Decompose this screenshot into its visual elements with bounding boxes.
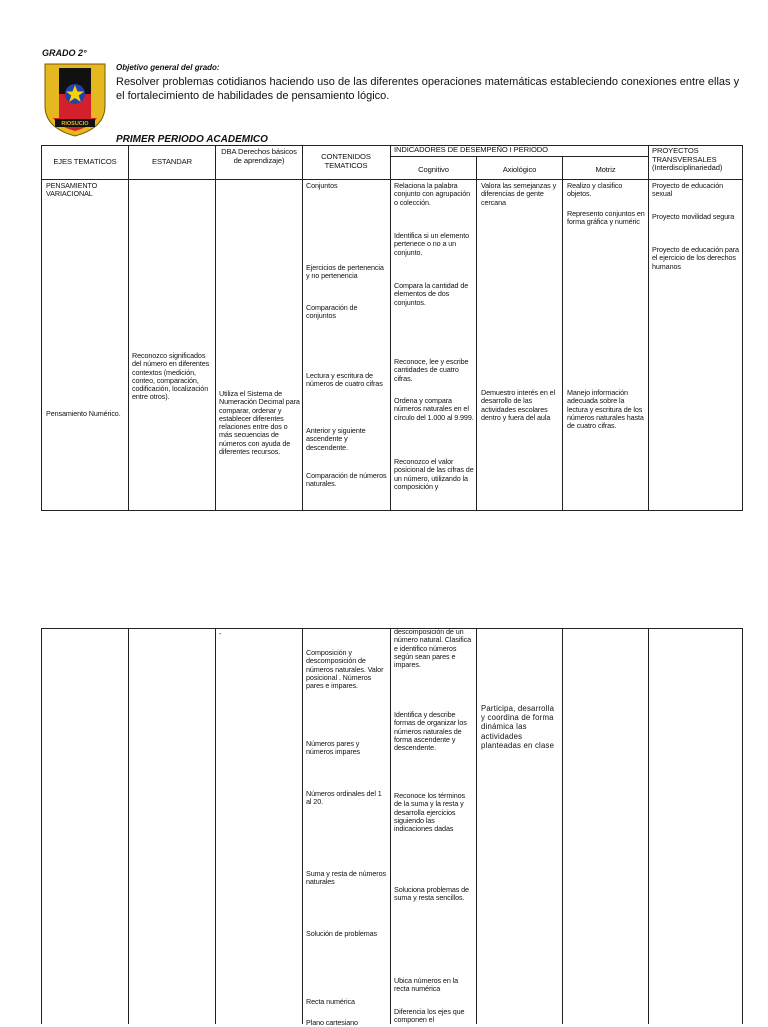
cognitivo-item: Diferencia los ejes que componen el	[394, 1007, 465, 1025]
grade-title: GRADO 2°	[42, 48, 87, 58]
cognitivo-item: Ordena y compara números naturales en el círculo del 1.000 al 9.999.	[394, 396, 474, 422]
header-motriz: Motriz	[595, 165, 616, 174]
header-contenidos: CONTENIDOS TEMATICOS	[321, 152, 371, 170]
period-title: PRIMER PERIODO ACADEMICO	[116, 134, 268, 145]
cognitivo-item: Identifica si un elemento pertenece o no a un conjunto.	[394, 231, 470, 257]
contenido-item: Recta numérica	[306, 997, 355, 1006]
proyecto-item: Proyecto de educación para el ejercicio de los derechos humanos	[652, 245, 739, 271]
axiologico-item: Participa, desarrolla y coordina de forma dinámica las actividades planteadas en clase	[481, 704, 555, 750]
contenido-item: Números pares y números impares	[306, 739, 361, 757]
cognitivo-item: Reconoce, lee y escribe cantidades de cuatro cifras.	[394, 357, 469, 383]
cognitivo-item: Ubica números en la recta numérica	[394, 976, 459, 994]
header-dba: DBA Derechos básicos de aprendizaje)	[221, 147, 297, 165]
contenido-item: Suma y resta de números naturales	[306, 869, 386, 887]
axiologico-item: Valora las semejanzas y diferencias de gente cercana	[481, 181, 557, 207]
cognitivo-item: Compara la cantidad de elementos de dos conjuntos.	[394, 281, 469, 307]
header-estandar: ESTANDAR	[152, 157, 192, 166]
header-indicadores: INDICADORES DE DESEMPEÑO I PERIODO	[394, 145, 548, 154]
dba-text: Utiliza el Sistema de Numeración Decimal para comparar, ordenar y establecer diferentes relaciones entre dos o más secuencias de números con ayuda de diferentes recursos.	[219, 389, 300, 457]
cognitivo-item: Reconozco el valor posicional de las cifras de un número, utilizando la composición y	[394, 457, 474, 491]
motriz-item: Realizo y clasifico objetos.	[567, 181, 623, 199]
header-cognitivo: Cognitivo	[418, 165, 449, 174]
proyecto-item: Proyecto de educación sexual	[652, 181, 724, 199]
cognitivo-item: Reconoce los términos de la suma y la resta y desarrolla ejercicios siguiendo las indicaciones dadas	[394, 791, 466, 834]
dba-dash: -	[219, 629, 222, 638]
contenido-item: Composición y descomposición de números naturales. Valor posicional . Números pares e impares.	[306, 648, 384, 691]
proyecto-item: Proyecto movilidad segura	[652, 212, 735, 221]
header-ejes: EJES TEMATICOS	[53, 157, 117, 166]
contenido-item: Conjuntos	[306, 181, 338, 190]
cognitivo-item: Relaciona la palabra conjunto con agrupación o colección.	[394, 181, 471, 207]
cognitivo-item: Identifica y describe formas de organizar los números naturales de forma ascendente y descendente.	[394, 710, 467, 753]
contenido-item: Anterior y siguiente ascendente y descendente.	[306, 426, 366, 452]
ejes-variacional: PENSAMIENTO VARIACIONAL	[46, 181, 98, 199]
objective-label: Objetivo general del grado:	[116, 63, 220, 72]
contenido-item: Comparación de números naturales.	[306, 471, 387, 489]
motriz-item: Represento conjuntos en forma gráfica y numéric	[567, 209, 645, 227]
header-axiologico: Axiológico	[502, 165, 537, 174]
motriz-item: Manejo información adecuada sobre la lectura y escritura de los números naturales hasta de cuatro cifras.	[567, 388, 644, 431]
cognitivo-item: descomposición de un número natural. Clasifica e identifico números según sean pares e impares.	[394, 627, 471, 670]
axiologico-item: Demuestro interés en el desarrollo de las actividades escolares dentro y fuera del aula	[481, 388, 556, 422]
estandar-text: Reconozco significados del número en diferentes contextos (medición, conteo, comparación, codificación, localización entre otros).	[132, 351, 210, 402]
contenido-item: Solución de problemas	[306, 929, 378, 938]
contenido-item: Números ordinales del 1 al 20.	[306, 789, 382, 807]
contenido-item: Plano cartesiano	[306, 1018, 358, 1027]
ejes-numerico: Pensamiento Numérico.	[46, 409, 121, 418]
contenido-item: Lectura y escritura de números de cuatro cifras	[306, 371, 383, 389]
cognitivo-item: Soluciona problemas de suma y resta sencillos.	[394, 885, 469, 903]
school-crest-logo	[41, 62, 109, 138]
svg-text:RIOSUCIO: RIOSUCIO	[61, 121, 89, 127]
contenido-item: Comparación de conjuntos	[306, 303, 358, 321]
contenido-item: Ejercicios de pertenencia y no pertenencia	[306, 263, 384, 281]
objective-text: Resolver problemas cotidianos haciendo uso de las diferentes operaciones matemáticas estableciendo conexiones entre ellas y el fortalecimiento de habilidades de pensamiento lógico.	[116, 76, 740, 102]
header-proyectos: PROYECTOS TRANSVERSALES (Interdisciplinariedad)	[652, 146, 723, 173]
